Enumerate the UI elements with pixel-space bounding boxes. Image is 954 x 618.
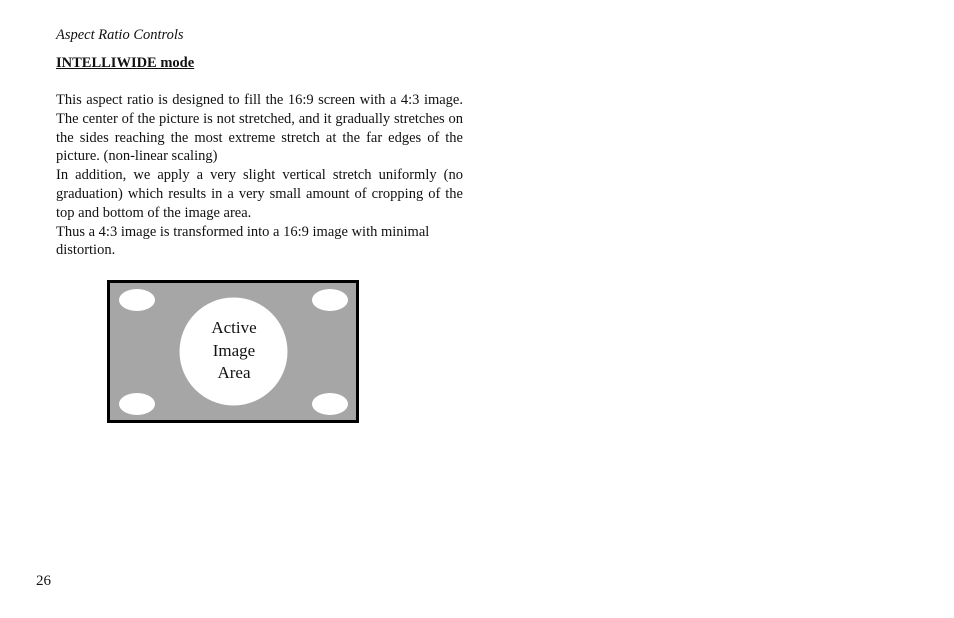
paragraph-intro: This aspect ratio is designed to fill the 16:9 screen with a 4:3 image. The center of the picture is not stretched, and it gradually stretches on the sides reaching the most extreme stretch at the far edges of the picture. (non-linear scaling) (56, 92, 463, 165)
figure-label-line-3: Area (217, 363, 251, 382)
corner-ellipse-bottom-left (119, 393, 155, 415)
figure-label-line-2: Image (212, 340, 256, 360)
paragraph-vertical-stretch: In addition, we apply a very slight vertical stretch uniformly (no graduation) which results in a very small amount of cropping of the top and bottom of the image area. (56, 167, 463, 221)
running-header: Aspect Ratio Controls (56, 27, 184, 43)
page-number: 26 (36, 573, 51, 589)
paragraph-summary: Thus a 4:3 image is transformed into a 16:9 image with minimal distortion. (56, 223, 430, 259)
corner-ellipse-top-right (312, 289, 348, 311)
section-title: INTELLIWIDE mode (56, 55, 195, 71)
corner-ellipse-top-left (119, 289, 155, 311)
body-text (56, 91, 463, 260)
figure-label-line-1: Active (211, 318, 257, 337)
figure-label (180, 317, 288, 385)
corner-ellipse-bottom-right (312, 393, 348, 415)
